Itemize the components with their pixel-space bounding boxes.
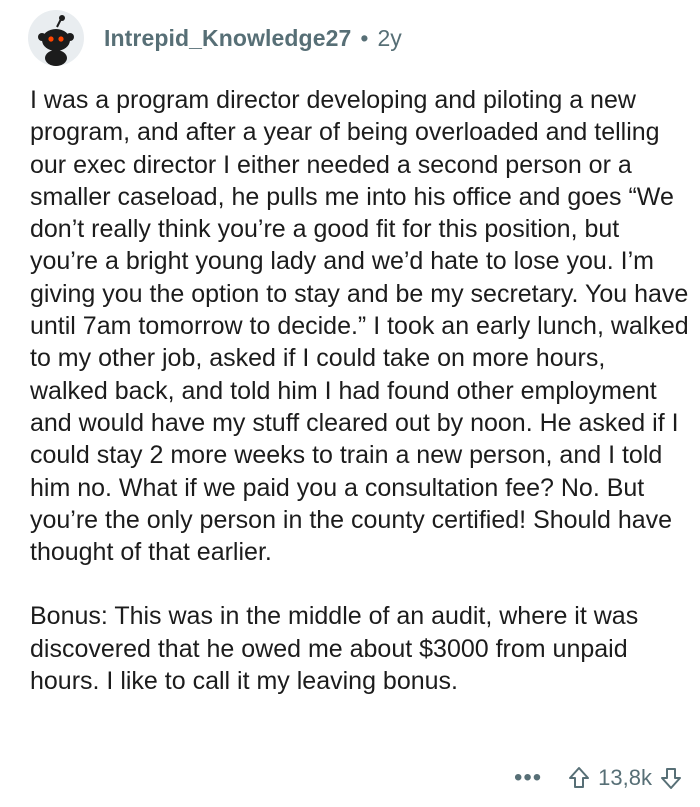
author-username[interactable]: Intrepid_Knowledge27 [104, 24, 352, 51]
comment-header [28, 10, 402, 66]
avatar[interactable] [28, 10, 84, 66]
comment-actions [514, 760, 682, 796]
reddit-snoo-avatar-icon [28, 10, 84, 66]
comment-paragraph: I was a program director developing and piloting a new program, and after a year of being overloaded and telling our exec director I either needed a second person or a smaller caseload, he pulls me into his office and goes “We don’t really think you’re a good fit for this position, but you’re a bright young lady and we’d hate to lose you. I’m giving you the option to stay and be my secretary. You have until 7am tomorrow to decide.” I took an early lunch, walked to my other job, asked if I could take on more hours, walked back, and told him I had found other employment and would have my stuff cleared out by noon. He asked if I could stay 2 more weeks to train a new person, and I told him no. What if we paid you a consultation fee? No. But you’re the only person in the county certified! Should have thought of that earlier. [30, 86, 689, 567]
vote-controls [568, 765, 682, 791]
comment-body [30, 84, 690, 697]
upvote-arrow-icon[interactable] [568, 766, 590, 790]
comment-age: 2y [377, 24, 402, 51]
meta-separator: • [360, 24, 369, 51]
more-options-button[interactable]: ••• [513, 764, 543, 791]
comment-paragraph: Bonus: This was in the middle of an audit, where it was discovered that he owed me about $3000 from unpaid hours. I like to call it my leaving bonus. [30, 602, 639, 696]
vote-score: 13,8k [598, 765, 652, 790]
downvote-arrow-icon[interactable] [660, 766, 682, 790]
